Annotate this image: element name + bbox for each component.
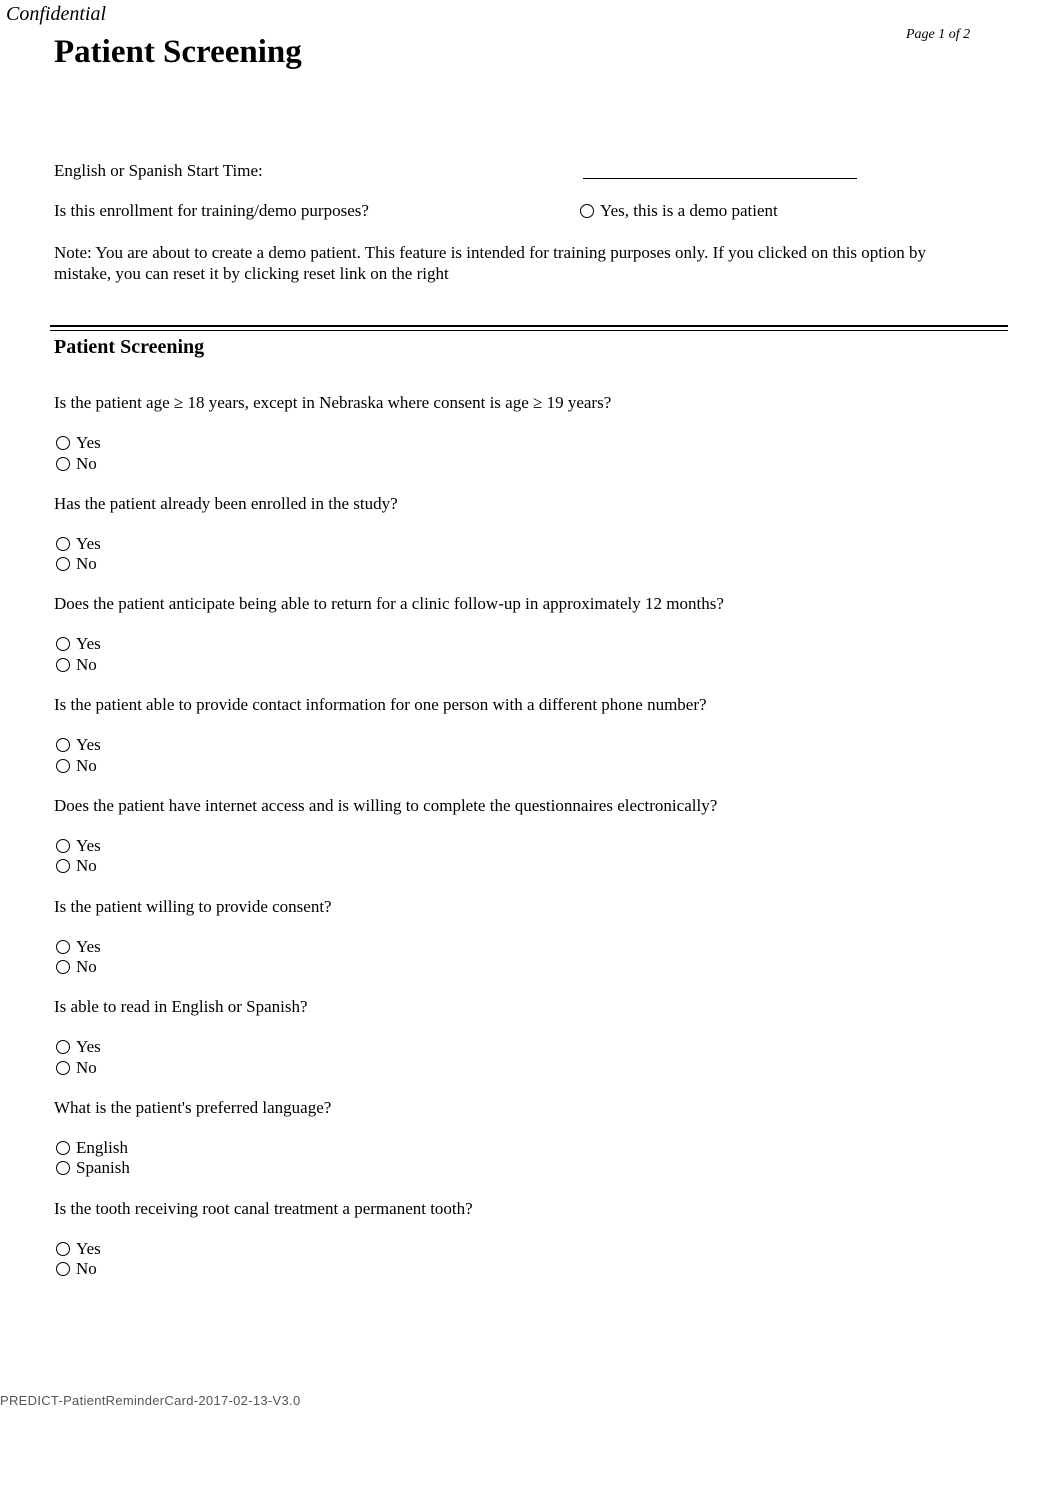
answer-option-label: No xyxy=(76,957,97,976)
answer-option-label: No xyxy=(76,654,97,674)
answer-option[interactable] xyxy=(56,735,101,755)
radio-button[interactable] xyxy=(56,859,70,873)
answer-option[interactable] xyxy=(56,1239,101,1259)
answer-option[interactable] xyxy=(56,655,97,675)
page-number xyxy=(906,27,970,43)
radio-button[interactable] xyxy=(56,1040,70,1054)
radio-button[interactable] xyxy=(56,738,70,752)
radio-button[interactable] xyxy=(56,839,70,853)
answer-option[interactable] xyxy=(56,1259,97,1279)
radio-button[interactable] xyxy=(56,457,70,471)
radio-button[interactable] xyxy=(56,436,70,450)
demo-option[interactable] xyxy=(580,201,778,221)
answer-option-label: No xyxy=(76,453,97,473)
question-text: Does the patient have internet access and is willing to complete the questionnaires electronically? xyxy=(54,795,718,815)
question-text: Is the patient able to provide contact information for one person with a different phone number? xyxy=(54,695,707,715)
radio-button[interactable] xyxy=(56,1161,70,1175)
question-text: Is able to read in English or Spanish? xyxy=(54,997,308,1017)
radio-button[interactable] xyxy=(56,1262,70,1276)
radio-button[interactable] xyxy=(56,658,70,672)
answer-option[interactable] xyxy=(56,856,97,876)
answer-option-label: Yes xyxy=(76,634,101,654)
answer-option[interactable] xyxy=(56,634,101,654)
answer-option-label: No xyxy=(76,554,97,574)
question-text: Does the patient anticipate being able to return for a clinic follow-up in approximately 12 months? xyxy=(54,594,724,614)
demo-note: Note: You are about to create a demo patient. This feature is intended for training purposes only. If you clicked on this option by mistake, you can reset it by clicking reset link on the right xyxy=(54,243,926,283)
question-text: Has the patient already been enrolled in the study? xyxy=(54,493,398,513)
radio-button[interactable] xyxy=(56,960,70,974)
demo-question: Is this enrollment for training/demo purposes? xyxy=(54,201,369,220)
start-time-field[interactable] xyxy=(583,178,857,179)
radio-button[interactable] xyxy=(56,1242,70,1256)
question-text: Is the tooth receiving root canal treatment a permanent tooth? xyxy=(54,1198,473,1218)
section-divider-thin xyxy=(50,330,1008,331)
answer-option[interactable] xyxy=(56,957,97,977)
answer-option-label: Yes xyxy=(76,735,101,755)
page-of: of xyxy=(948,27,960,42)
answer-option-label: Yes xyxy=(76,835,101,855)
answer-option-label: No xyxy=(76,1259,97,1279)
section-title: Patient Screening xyxy=(54,336,205,358)
answer-option-label: No xyxy=(76,755,97,775)
radio-button[interactable] xyxy=(56,759,70,773)
radio-button[interactable] xyxy=(56,557,70,571)
page-prefix: Page xyxy=(906,27,935,42)
radio-button[interactable] xyxy=(56,537,70,551)
answer-option[interactable] xyxy=(56,937,101,957)
page-title: Patient Screening xyxy=(54,34,302,70)
page-total: 2 xyxy=(963,27,971,42)
answer-option[interactable] xyxy=(56,756,97,776)
answer-option-label: Yes xyxy=(76,1238,101,1258)
question-text: Is the patient age ≥ 18 years, except in Nebraska where consent is age ≥ 19 years? xyxy=(54,393,612,412)
answer-option-label: Spanish xyxy=(76,1158,130,1178)
question-text: Is the patient willing to provide consent? xyxy=(54,896,332,916)
answer-option-label: No xyxy=(76,1057,97,1077)
answer-option[interactable] xyxy=(56,1158,130,1178)
answer-option-label: Yes xyxy=(76,433,101,452)
demo-option-label: Yes, this is a demo patient xyxy=(600,201,778,220)
answer-option[interactable] xyxy=(56,433,101,453)
question-text: What is the patient's preferred language? xyxy=(54,1097,332,1117)
answer-option[interactable] xyxy=(56,1138,128,1158)
radio-button[interactable] xyxy=(56,940,70,954)
radio-button[interactable] xyxy=(56,637,70,651)
radio-button[interactable] xyxy=(56,1141,70,1155)
document-id: PREDICT-PatientReminderCard-2017-02-13-V3.0 xyxy=(0,1393,301,1408)
answer-option[interactable] xyxy=(56,534,101,554)
answer-option-label: English xyxy=(76,1137,128,1157)
answer-option[interactable] xyxy=(56,554,97,574)
answer-option-label: No xyxy=(76,856,97,876)
answer-option[interactable] xyxy=(56,454,97,474)
answer-option[interactable] xyxy=(56,1058,97,1078)
answer-option-label: Yes xyxy=(76,533,101,553)
answer-option-label: Yes xyxy=(76,936,101,956)
demo-radio[interactable] xyxy=(580,204,594,218)
answer-option[interactable] xyxy=(56,1037,101,1057)
start-time-label: English or Spanish Start Time: xyxy=(54,161,263,180)
radio-button[interactable] xyxy=(56,1061,70,1075)
answer-option-label: Yes xyxy=(76,1037,101,1057)
answer-option[interactable] xyxy=(56,836,101,856)
page-current: 1 xyxy=(938,27,946,42)
confidential-label: Confidential xyxy=(6,3,106,25)
section-divider-thick xyxy=(50,325,1008,327)
